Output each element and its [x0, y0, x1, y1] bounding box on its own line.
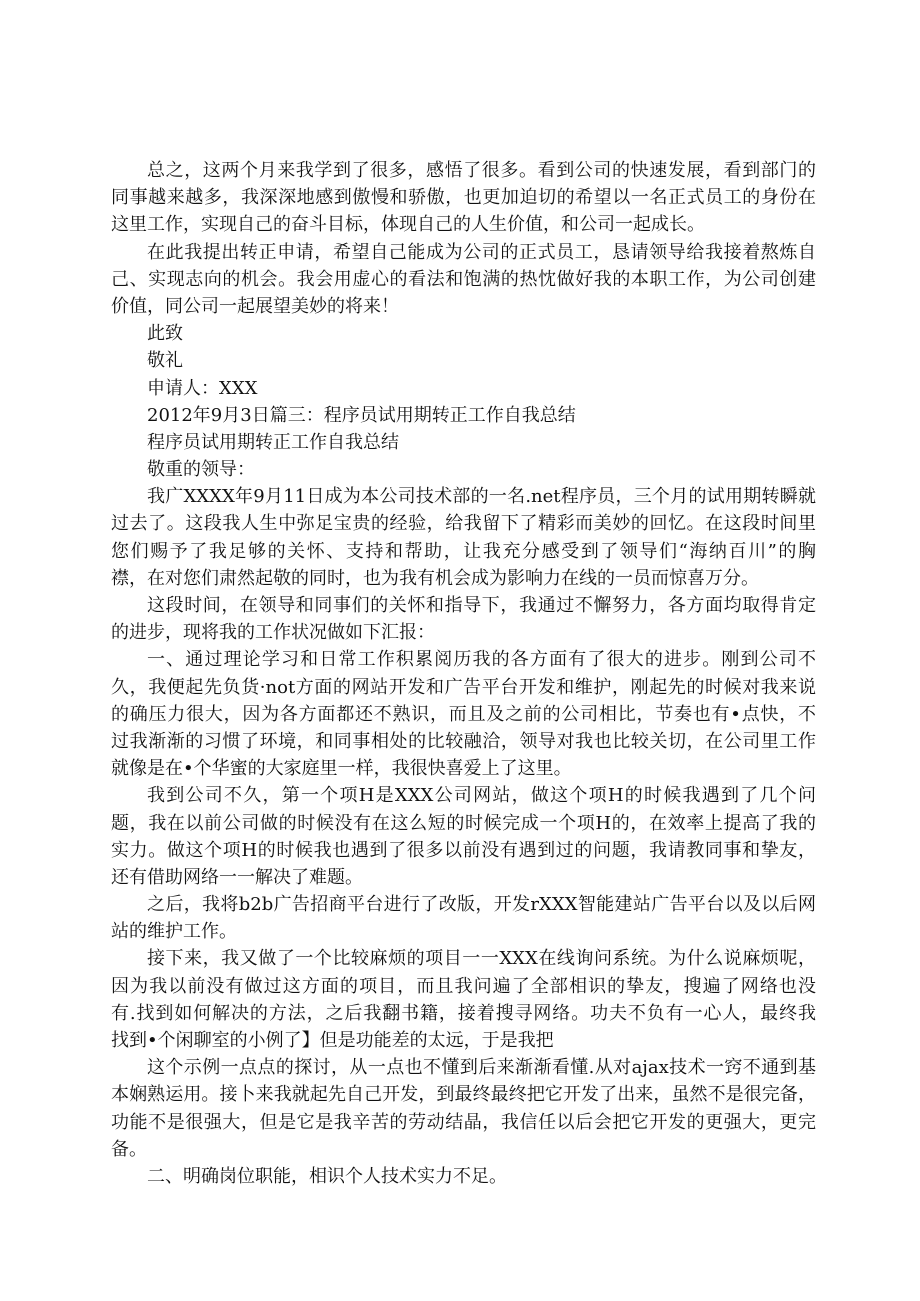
- text-line: 之后，我将b2b广告招商平台进行了改版，开发rXXX智能建站广告平台以及以后网: [147, 894, 816, 916]
- text-line: 这里工作，实现自己的奋斗目标，体现自己的人生价值，和公司一起成长。: [111, 214, 705, 236]
- text-line: 总之，这两个月来我学到了很多，感悟了很多。看到公司的快速发展，看到部门的: [147, 160, 816, 181]
- document-body: [111, 157, 816, 1190]
- text-line: 本娴熟运用。接卜来我就起先自己开发，到最终最终把它开发了出来，虽然不是很完备，: [111, 1084, 816, 1106]
- text-line: 还有借助网络一一解决了难题。: [111, 866, 363, 888]
- text-line: 敬重的领导：: [147, 459, 255, 481]
- text-line: 二、明确岗位职能，相识个人技术实力不足。: [147, 1165, 507, 1187]
- text-line: 因为我以前没有做过这方面的项目，而且我问遍了全部相识的挚友，搜遍了网络也没: [111, 975, 816, 997]
- text-line: 这个示例一点点的探讨，从一点也不懂到后来渐渐看懂.从对ajax技术一窍不通到基: [147, 1057, 816, 1079]
- text-line: 襟，在对您们肃然起敬的同时，也为我有机会成为影响力在线的一员而惊喜万分。: [111, 567, 759, 589]
- text-line: 价值，同公司一起展望美妙的将来！: [111, 295, 399, 317]
- text-line: 此致: [147, 323, 183, 345]
- text-line: 这段时间，在领导和同事们的关怀和指导下，我通过不懈努力，各方面均取得肯定: [147, 595, 816, 616]
- text-line: 同事越来越多，我深深地感到傲慢和骄傲，也更加迫切的希望以一名正式员工的身份在: [111, 187, 816, 209]
- text-line: 实力。做这个项H的时候我也遇到了很多以前没有遇到过的问题，我请教同事和挚友，: [111, 839, 816, 861]
- text-line: 敬礼: [147, 350, 183, 372]
- text-line: 的确压力很大，因为各方面都还不熟识，而且及之前的公司相比，节奏也有•点快，不: [111, 703, 816, 725]
- text-line: 有.找到如何解决的方法，之后我翻书籍，接着搜寻网络。功夫不负有一心人，最终我: [111, 1002, 816, 1024]
- text-line: 2012年9月3日篇三：程序员试用期转正工作自我总结: [147, 404, 576, 426]
- text-line: 在此我提出转正申请，希望自己能成为公司的正式员工，恳请领导给我接着熬炼自: [147, 241, 816, 263]
- text-line: 就像是在•个华蜜的大家庭里一样，我很快喜爱上了这里。: [111, 758, 572, 780]
- text-line: 的进步，现将我的工作状况做如下汇报：: [111, 622, 435, 644]
- text-line: 己、实现志向的机会。我会用虚心的看法和饱满的热忱做好我的本职工作，为公司创建: [111, 268, 816, 290]
- text-line: 您们赐予了我足够的关怀、支持和帮助，让我充分感受到了领导们“海纳百川”的胸: [111, 540, 816, 562]
- text-line: 站的维护工作。: [111, 921, 237, 943]
- text-line: 题，我在以前公司做的时候没有在这么短的时候完成一个项H的，在效率上提高了我的: [111, 812, 816, 834]
- text-line: 我到公司不久，第一个项H是XXX公司网站，做这个项H的时候我遇到了几个问: [147, 785, 816, 807]
- text-line: 过我渐渐的习惯了环境，和同事相处的比较融洽，领导对我也比较关切，在公司里工作: [111, 730, 816, 752]
- text-line: 过去了。这段我人生中弥足宝贵的经验，给我留下了精彩而美妙的回忆。在这段时间里: [111, 513, 816, 535]
- text-line: 久，我便起先负货·not方面的网站开发和广告平台开发和维护，刚起先的时候对我来说: [111, 676, 816, 698]
- text-line: 申请人：XXX: [147, 377, 258, 399]
- text-line: 备。: [111, 1138, 147, 1160]
- text-line: 一、通过理论学习和日常工作积累阅历我的各方面有了很大的进步。刚到公司不: [147, 649, 816, 671]
- text-line: 找到•个闲聊室的小例了】但是功能差的太远，于是我把: [111, 1030, 554, 1051]
- text-line: 程序员试用期转正工作自我总结: [147, 431, 399, 453]
- text-line: 我广XXXX年9月11日成为本公司技术部的一名.net程序员，三个月的试用期转瞬就: [147, 486, 816, 508]
- text-line: 接下来，我又做了一个比较麻烦的项目一一XXX在线询问系统。为什么说麻烦呢，: [147, 948, 816, 970]
- text-line: 功能不是很强大，但是它是我辛苦的劳动结晶，我信任以后会把它开发的更强大，更完: [111, 1111, 816, 1133]
